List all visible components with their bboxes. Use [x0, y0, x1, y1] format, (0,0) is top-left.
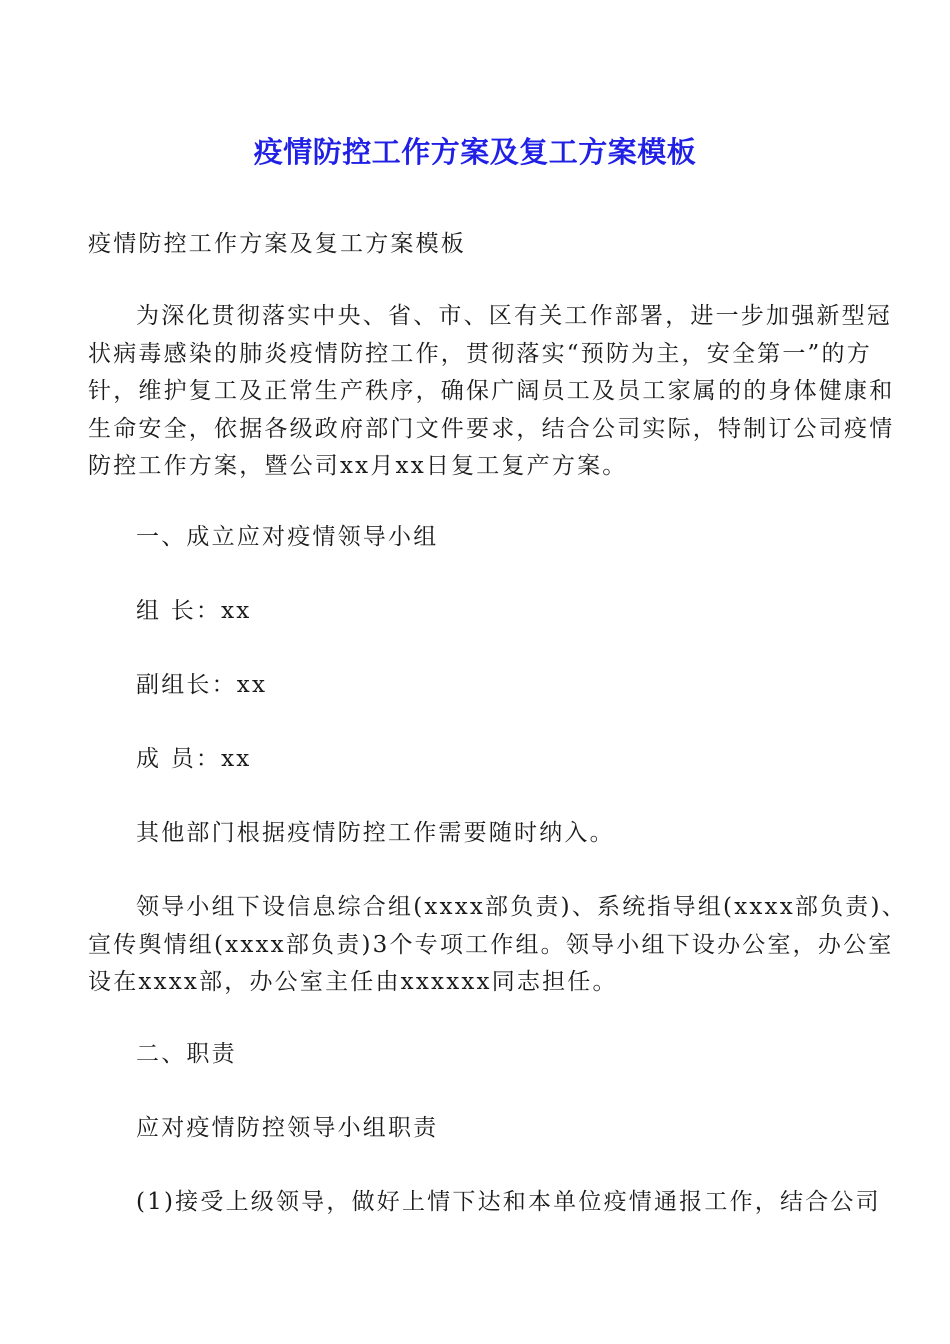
leader-line: 组 长：xx — [136, 598, 252, 624]
vice-leader-line: 副组长：xx — [136, 672, 268, 698]
intro-line-4: 生命安全，依据各级政府部门文件要求，结合公司实际，特制订公司疫情 — [88, 415, 895, 442]
groups-line-1: 领导小组下设信息综合组(xxxx部负责)、系统指导组(xxxx部负责)、 — [136, 894, 907, 920]
document-title: 疫情防控工作方案及复工方案模板 — [253, 135, 697, 169]
duties-title: 应对疫情防控领导小组职责 — [136, 1115, 439, 1141]
groups-paragraph — [88, 889, 907, 1002]
section-heading-1: 一、成立应对疫情领导小组 — [136, 524, 439, 550]
intro-line-2: 状病毒感染的肺炎疫情防控工作，贯彻落实“预防为主，安全第一”的方 — [88, 340, 872, 367]
duty-item-1: (1)接受上级领导，做好上情下达和本单位疫情通报工作，结合公司 — [136, 1189, 881, 1215]
members-line: 成 员：xx — [136, 746, 252, 772]
intro-line-1: 为深化贯彻落实中央、省、市、区有关工作部署，进一步加强新型冠 — [136, 303, 892, 329]
groups-line-2: 宣传舆情组(xxxx部负责)3个专项工作组。领导小组下设办公室，办公室 — [88, 931, 894, 958]
intro-paragraph — [88, 298, 895, 486]
intro-line-3: 针，维护复工及正常生产秩序，确保广阔员工及员工家属的的身体健康和 — [88, 378, 895, 404]
section-heading-2: 二、职责 — [136, 1041, 237, 1067]
other-departments-paragraph: 其他部门根据疫情防控工作需要随时纳入。 — [136, 820, 615, 846]
intro-line-5: 防控工作方案，暨公司xx月xx日复工复产方案。 — [88, 453, 628, 479]
groups-line-3: 设在xxxx部，办公室主任由xxxxxx同志担任。 — [88, 969, 618, 995]
subtitle-paragraph: 疫情防控工作方案及复工方案模板 — [88, 231, 466, 257]
